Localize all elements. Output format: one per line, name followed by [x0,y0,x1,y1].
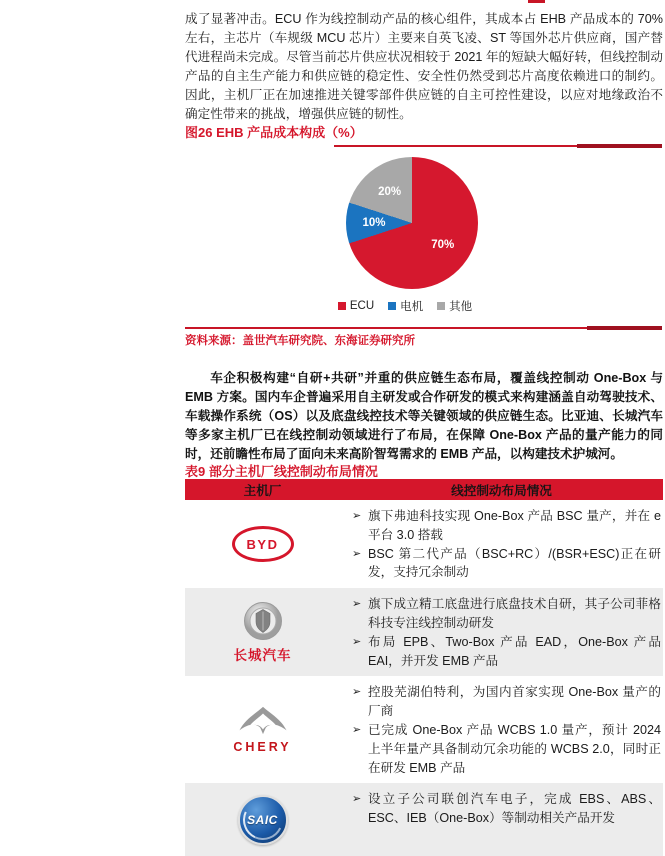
figure-caption-rule-end [577,144,662,149]
byd-logo [232,526,294,562]
bullet-item [340,545,661,583]
arrow-bullet-icon: ➢ [352,793,362,806]
bullet-item [340,507,661,545]
header-rule-fragment [528,0,545,3]
bullet-text: 布局 EPB、Two-Box 产品 EAD，One-Box 产品 EAI，并开发 EMB 产品 [368,634,661,668]
table-row-chery [185,676,663,783]
layout-detail-cell [340,500,663,588]
bullet-item [340,595,661,633]
table-header-oem: 主机厂 [243,484,282,498]
layout-detail-cell [340,676,663,783]
table-header-row [185,479,663,500]
oem-layout-table [185,479,663,856]
table-row-byd [185,500,663,588]
bullet-item [340,633,661,671]
chart-legend [185,298,625,314]
bullet-text: 旗下弗迪科技实现 One-Box 产品 BSC 量产，并在 e 平台 3.0 搭载 [368,509,661,542]
legend-swatch-icon [388,302,396,310]
bullet-item [340,721,661,777]
bullet-text: 控股芜湖伯特利，为国内首家实现 One-Box 量产的厂商 [368,685,661,719]
pie-chart [346,157,478,289]
saic-logo-label: SAIC [247,812,278,827]
arrow-bullet-icon: ➢ [352,686,362,699]
table-row-greatwall [185,588,663,676]
paragraph-supply-chain-layout: 车企积极构建“自研+共研”并重的供应链生态布局，覆盖线控制动 One-Box 与 EMB 方案。国内车企普遍采用自主研发或合作研发的模式来构建涵盖自动驾驶技术、车载操作系统（OS）以及底盘线控技术等关键领域的供应链生态。比亚迪、长城汽车等多家主机厂已在线控制动领域进行了布局，在保障 One-Box 产品的量产能力的同时，还前瞻性布局了面向未来高阶智驾需求的 EMB 产品，以构建技术护城河。 [185,371,663,461]
greatwall-logo-label: 长城汽车 [233,647,292,663]
byd-logo-label: BYD [246,536,279,552]
pie-slice-label: 10% [362,217,386,229]
greatwall-logo-icon [243,601,283,641]
bullet-item [340,683,661,721]
saic-logo [238,795,288,845]
pie-slice-label: 20% [378,186,402,199]
legend-swatch-icon [437,302,445,310]
table-caption: 表9 部分主机厂线控制动布局情况 [185,464,378,479]
bullet-text: 旗下成立精工底盘进行底盘技术自研，其子公司菲格科技专注线控制动研发 [368,597,661,630]
arrow-bullet-icon: ➢ [352,598,362,611]
bullet-item [340,790,661,828]
layout-detail-cell [340,588,663,676]
figure-source: 资料来源：盖世汽车研究院、东海证券研究所 [185,335,415,347]
legend-item [437,298,472,314]
bullet-text: BSC 第二代产品（BSC+RC）/(BSR+ESC)正在研发，支持冗余制动 [368,546,661,580]
paragraph-chip-supply: 成了显著冲击。ECU 作为线控制动产品的核心组件，其成本占 EHB 产品成本的 70%左右，主芯片（车规级 MCU 芯片）主要来自英飞凌、ST 等国外芯片供应商，国产替代进程尚未完成。尽管当前芯片供应状况相较于 2021 年的短缺大幅好转，但线控制动产品的自主生产能力和供应链的稳定性、安全性仍然受到芯片高度依赖进口的制约。因此，主机厂正在加速推进关键零部件供应链的自主可控性建设，以应对地缘政治不确定性带来的挑战，增强供应链的韧性。 [185,12,663,121]
chery-logo-label: CHERY [233,740,292,755]
legend-swatch-icon [338,302,346,310]
arrow-bullet-icon: ➢ [352,510,362,522]
pie-slice-label: 70% [431,239,455,252]
layout-detail-cell [340,783,663,856]
table-row-saic [185,783,663,856]
table-header-layout: 线控制动布局情况 [451,484,552,498]
legend-item [338,300,374,312]
arrow-bullet-icon: ➢ [352,547,362,560]
byd-logo-cell [185,500,340,588]
chery-logo-cell [185,676,340,783]
bullet-text: 已完成 One-Box 产品 WCBS 1.0 量产，预计 2024 上半年量产具备制动冗余功能的 WCBS 2.0，同时正在研发 EMB 产品 [368,722,661,775]
arrow-bullet-icon: ➢ [352,635,362,648]
saic-logo-cell [185,783,340,856]
legend-item [388,298,423,314]
source-rule-end [587,326,662,330]
legend-label: 电机 [400,301,424,313]
chery-logo-icon [236,705,290,737]
legend-label: 其他 [449,301,473,313]
greatwall-logo-cell [185,588,340,676]
bullet-text: 设立子公司联创汽车电子，完成 EBS、ABS、ESC、IEB（One-Box）等制动相关产品开发 [368,792,661,826]
figure-caption: 图26 EHB 产品成本构成（%） [185,125,363,140]
legend-label: ECU [349,300,375,312]
arrow-bullet-icon: ➢ [352,723,362,736]
